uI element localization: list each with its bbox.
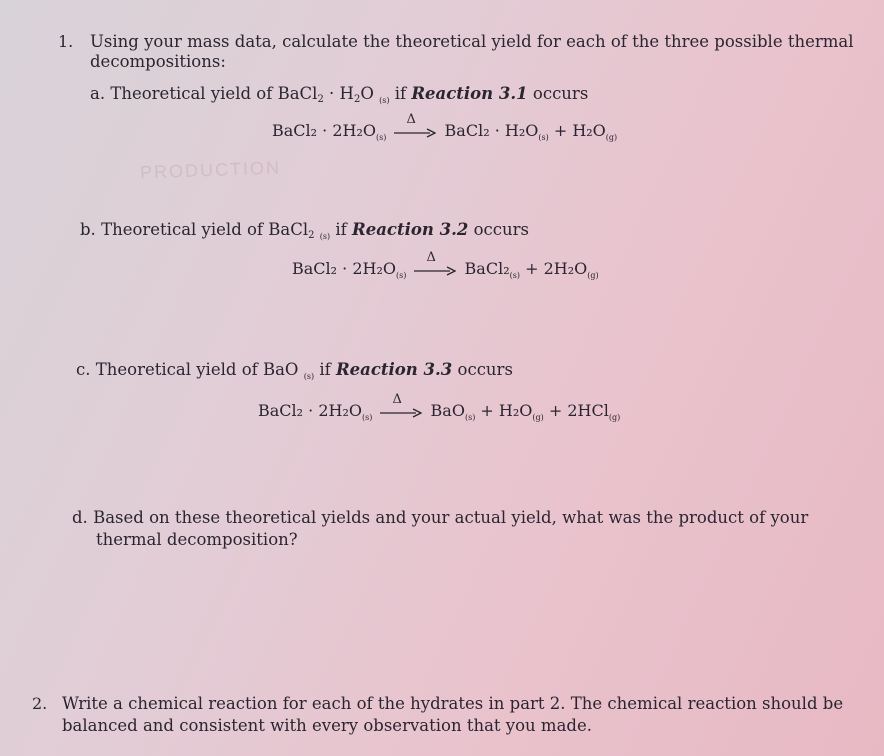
part-b-if: if <box>335 220 347 239</box>
eq-b-product-1: BaCl₂ <box>464 259 510 278</box>
eq-a-product-2: H₂O <box>572 121 606 140</box>
eq-b-reactant: BaCl₂ · 2H₂O <box>292 259 396 278</box>
part-b-text: Theoretical yield of BaCl <box>101 220 309 239</box>
part-d-label: d. <box>72 508 88 527</box>
part-b-reaction: Reaction 3.2 <box>352 220 469 239</box>
question-2-line-2: balanced and consistent with every observation that you made. <box>62 716 592 735</box>
part-c-label: c. <box>76 360 91 379</box>
part-d-line-1: d. Based on these theoretical yields and your actual yield, what was the product of your <box>72 508 809 527</box>
part-c-prompt: c. Theoretical yield of BaO $_{(s)}$ if Reaction 3.3 occurs <box>76 360 513 381</box>
part-d-line-2: thermal decomposition? <box>96 530 298 549</box>
part-c-if: if <box>319 360 331 379</box>
reaction-3-2-equation: BaCl₂ · $2H_2O_{(s)}$ Δ $BaCl_2_{(s)} + 2H_2O_{(g)}$ <box>292 250 599 280</box>
eq-c-product-3: 2HCl <box>567 401 609 420</box>
part-a-reaction: Reaction 3.1 <box>411 84 528 103</box>
question-2-line-1: Write a chemical reaction for each of the hydrates in part 2. The chemical reaction should be <box>62 694 844 713</box>
part-b-label: b. <box>80 220 96 239</box>
part-b-occurs: occurs <box>473 220 529 239</box>
part-a-prompt: a. Theoretical yield of BaCl$_2$ · $H_2O$ $_{(s)}$ if Reaction 3.1 occurs <box>90 84 589 105</box>
question-1-line-1: Using your mass data, calculate the theoretical yield for each of the three possible thermal <box>90 32 854 51</box>
eq-c-product-2: H₂O <box>498 401 533 420</box>
part-b-prompt: b. Theoretical yield of BaCl$_2$ $_{(s)}$ if Reaction 3.2 occurs <box>80 220 529 241</box>
eq-a-product-1: BaCl₂ · H₂O <box>444 121 539 140</box>
question-1-line-2: decompositions: <box>90 52 226 71</box>
part-a-label: a. <box>90 84 106 103</box>
question-2-number: 2. <box>32 694 48 713</box>
heat-arrow-icon: Δ <box>380 400 422 418</box>
part-c-reaction: Reaction 3.3 <box>335 360 453 379</box>
eq-a-reactant: BaCl₂ · 2H₂O <box>272 121 376 140</box>
part-c-text: Theoretical yield of BaO <box>95 360 299 379</box>
part-a-if: if <box>394 84 407 103</box>
part-c-occurs: occurs <box>457 360 513 379</box>
part-a-text: Theoretical yield of BaCl <box>110 84 318 103</box>
heat-arrow-icon: Δ <box>394 120 436 138</box>
heat-arrow-icon: Δ <box>414 258 456 276</box>
eq-c-product-1: BaO <box>430 401 465 420</box>
bleed-through-text: PRODUCTION <box>139 157 282 183</box>
part-a-occurs: occurs <box>532 84 589 103</box>
eq-c-reactant: BaCl₂ · 2H₂O <box>258 401 362 420</box>
reaction-3-1-equation: BaCl₂ · $2H_2O_{(s)}$ Δ BaCl₂ · $H_2O_{(s)} + H_2O_{(g)}$ <box>272 112 618 142</box>
eq-b-product-2: 2H₂O <box>543 259 588 278</box>
question-1-number: 1. <box>58 32 74 51</box>
reaction-3-3-equation: BaCl₂ · $2H_2O_{(s)}$ Δ $BaO_{(s)} + H_2O_{(g)} + 2HCl_{(g)}$ <box>258 392 621 422</box>
